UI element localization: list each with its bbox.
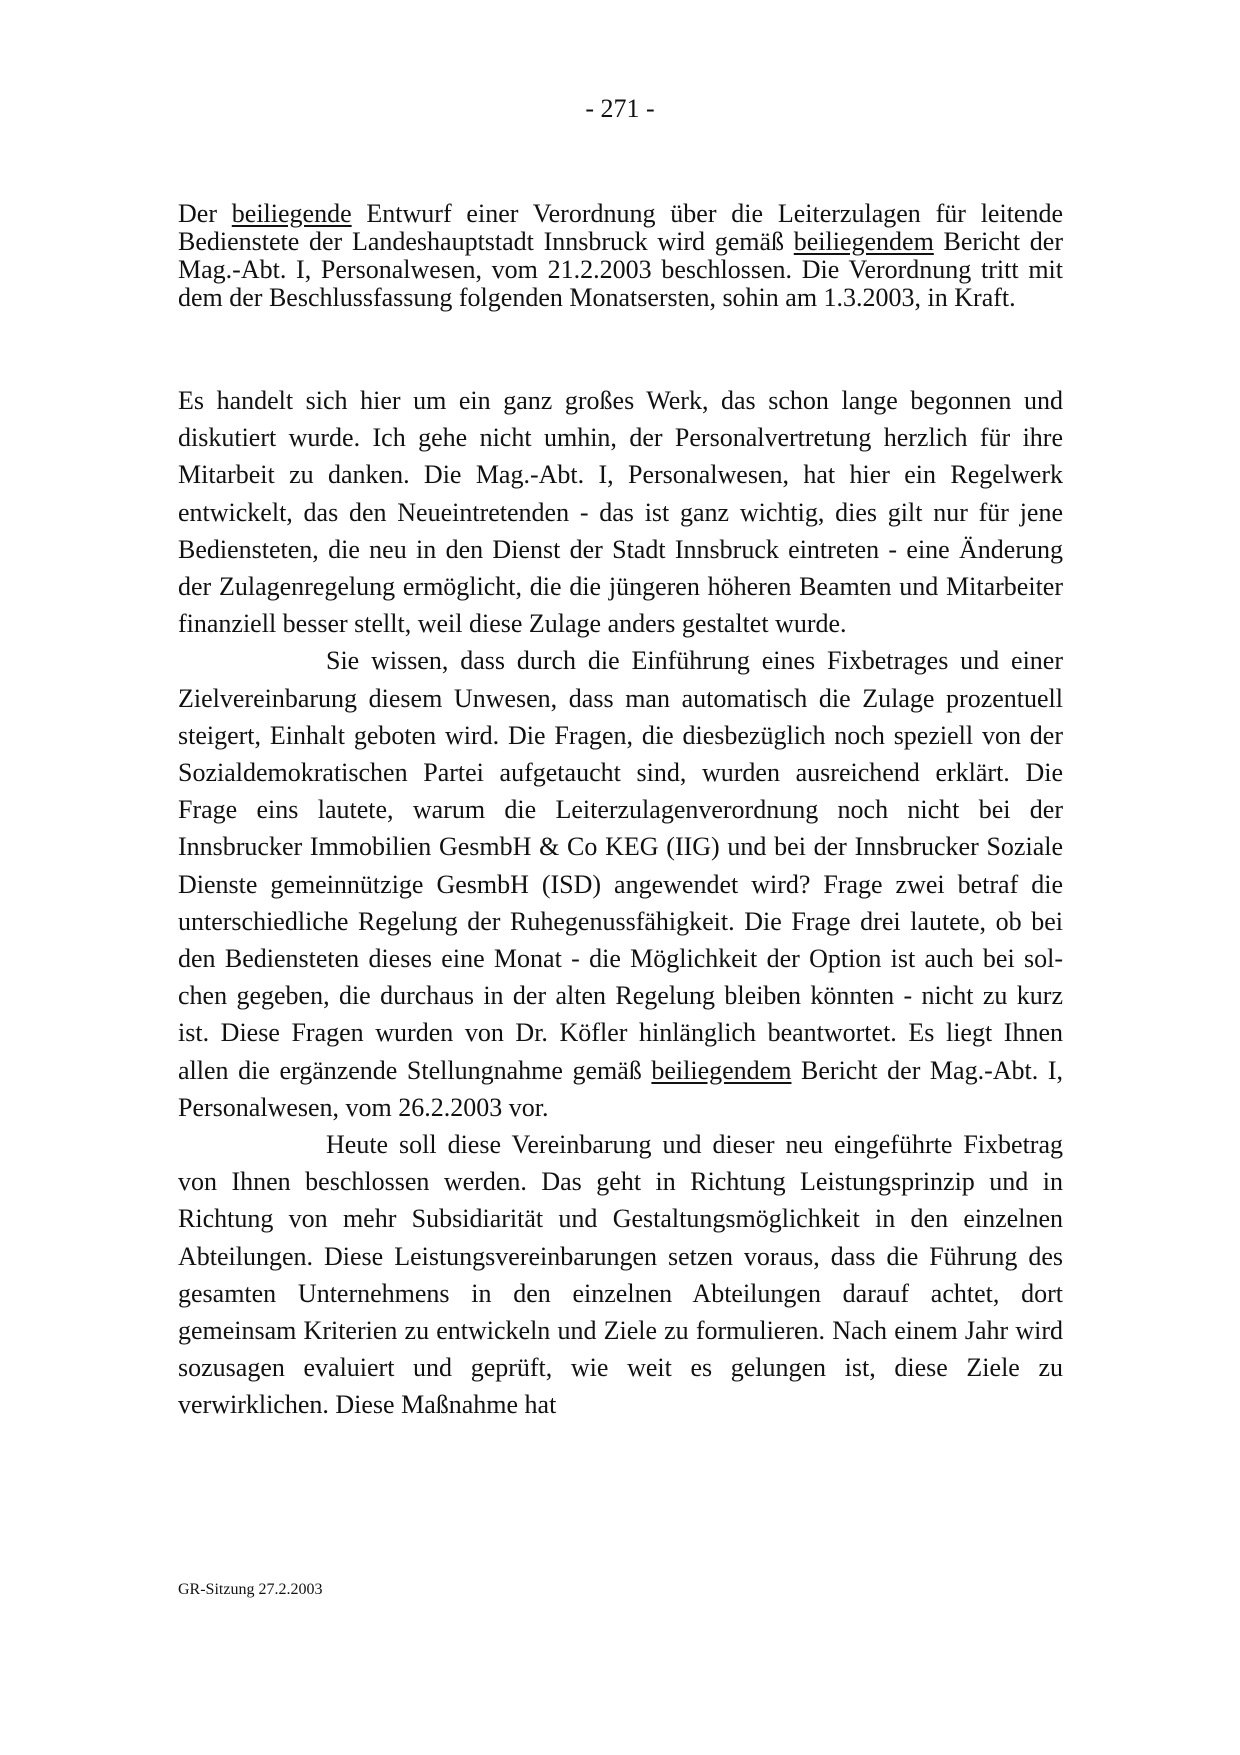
paragraph-text-part: Sie wissen, dass durch die Einführung eines Fixbetrages und einer Zielvereinbarung diesem Unwesen, dass man automatisch die Zulage prozentuell steigert, Einhalt geboten wird. Die Fragen, die diesbezüglich noch speziell von der Sozialdemokratischen Partei aufgetaucht sind, wurden ausreichend erklärt. Die Frage eins lautete, warum die Leiterzulagenverordnung noch nicht bei der Innsbrucker Immobilien GesmbH & Co KEG (IIG) und bei der Innsbrucker Soziale Dienste gemeinnützige GesmbH (ISD) angewendet wird? Frage zwei betraf die unterschiedliche Regelung der Ruhegenussfähigkeit. Die Frage drei lautete, ob bei den Bediensteten dieses eine Monat - die Möglichkeit der Option ist auch bei solchen gegeben, die durchaus in der alten Regelung bleiben könnten - nicht zu kurz ist. Diese Fragen wurden von Dr. Köfler hinlänglich beantwortet. Es liegt Ihnen allen die ergänzende Stellungnahme gemäß bbox=[178, 646, 1063, 1085]
underlined-term: beiliegendem bbox=[651, 1055, 792, 1085]
resolution-text-part: Bericht der Mag.-Abt. I, Personalwesen, vom 21.2.2003 beschlossen. Die Verordnung tritt mit dem der Beschlussfassung folgenden Monatsersten, sohin am 1.3.2003, in Kraft. bbox=[178, 227, 1063, 312]
resolution-text-part: Der bbox=[178, 199, 232, 228]
resolution-text bbox=[178, 200, 1063, 312]
page-number: - 271 - bbox=[585, 94, 655, 123]
paragraph: Heute soll diese Vereinbarung und dieser neu eingeführte Fixbetrag von Ihnen beschlossen werden. Das geht in Richtung Leistungsprinzip und in Richtung von mehr Subsidiarität und Gestaltungsmöglichkeit in den einzelnen Abteilungen. Diese Leistungsvereinbarungen setzen voraus, dass die Führung des gesamten Unternehmens in den einzelnen Abteilungen darauf achtet, dort gemeinsam Kriterien zu entwickeln und Ziele zu formulieren. Nach einem Jahr wird sozusagen evaluiert und geprüft, wie weit es gelungen ist, diese Ziele zu verwirklichen. Diese Maßnahme hat bbox=[178, 1130, 1063, 1420]
resolution-text-part: Entwurf einer Verordnung über die Leiterzulagen für leitende Bedienstete der Landeshauptstadt Innsbruck wird gemäß bbox=[178, 199, 1063, 256]
paragraph-text-part: Bericht der Mag.-Abt. I, Personalwesen, vom 26.2.2003 vor. bbox=[178, 1055, 1063, 1122]
underlined-term: beiliegende bbox=[231, 199, 352, 228]
footer-session-label: GR-Sitzung 27.2.2003 bbox=[178, 1581, 323, 1598]
paragraph bbox=[178, 642, 1063, 1126]
paragraph: Es handelt sich hier um ein ganz großes Werk, das schon lange begonnen und diskutiert wurde. Ich gehe nicht umhin, der Personalvertretung herzlich für ihre Mitarbeit zu danken. Die Mag.-Abt. I, Personalwesen, hat hier ein Regelwerk entwickelt, das den Neueintretenden - das ist ganz wichtig, dies gilt nur für jene Bediensteten, die neu in den Dienst der Stadt Innsbruck eintreten - eine Änderung der Zulagenregelung ermöglicht, die die jüngeren höheren Beamten und Mitarbeiter finanziell besser stellt, weil diese Zulage anders gestaltet wurde. bbox=[178, 386, 1063, 639]
underlined-term: beiliegendem bbox=[793, 227, 934, 256]
speech-text bbox=[178, 382, 1063, 1424]
